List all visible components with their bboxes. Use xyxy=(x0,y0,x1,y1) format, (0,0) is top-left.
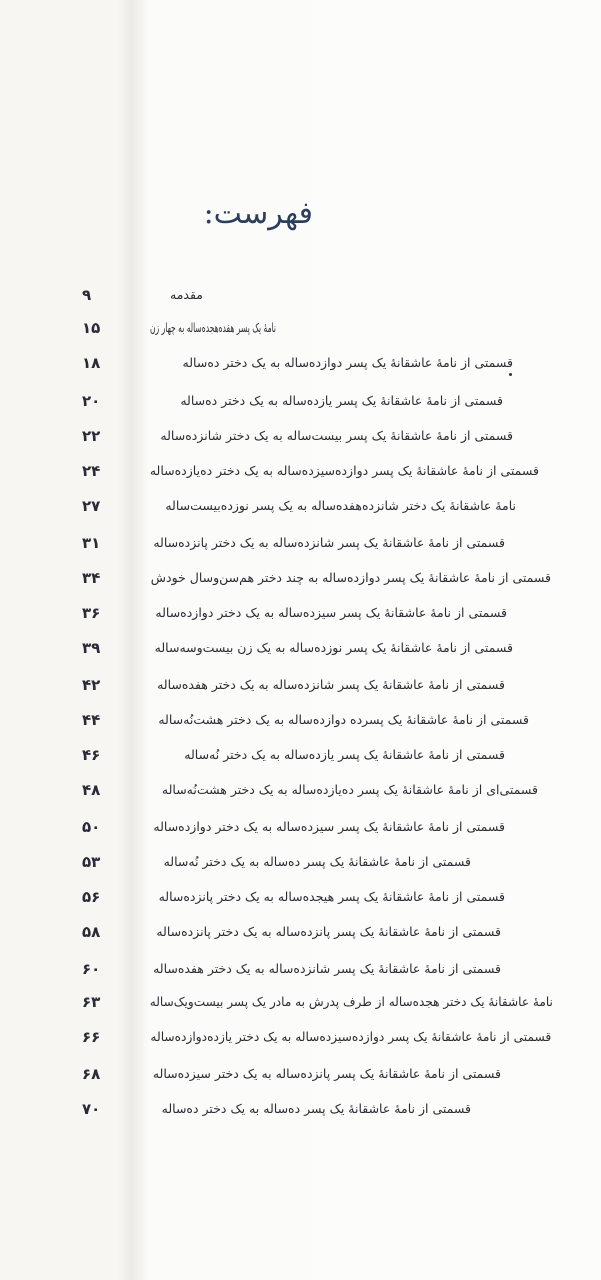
toc-entry-title: نامهٔ عاشقانهٔ یک دختر شانزده‌هفده‌ساله به یک پسر نوزده‌بیست‌ساله xyxy=(165,498,516,513)
toc-entry-page: ۴۶ xyxy=(82,746,101,764)
toc-row xyxy=(0,920,601,944)
toc-entry-title: قسمتی از نامهٔ عاشقانهٔ یک پسر پانزده‌ساله به یک دختر سیزده‌ساله xyxy=(152,1066,501,1081)
toc-row xyxy=(0,566,601,590)
toc-entry-title: نامهٔ عاشقانهٔ یک دختر هجده‌ساله از طرف پدرش به مادر یک پسر بیست‌ویک‌ساله xyxy=(149,994,553,1009)
toc-row xyxy=(0,494,601,518)
toc-row xyxy=(0,424,601,448)
toc-row xyxy=(0,389,601,413)
toc-entry-page: ۲۲ xyxy=(82,427,101,445)
toc-entry-title: قسمتی از نامهٔ عاشقانهٔ یک پسر دوازده‌ساله به یک دختر ده‌ساله xyxy=(182,355,513,370)
toc-entry-page: ۴۸ xyxy=(82,781,101,799)
toc-row xyxy=(0,1025,601,1049)
toc-row xyxy=(0,778,601,802)
toc-entry-title: قسمتی از نامهٔ عاشقانهٔ یک پسر شانزده‌ساله به یک دختر هفده‌ساله xyxy=(153,961,501,976)
toc-entry-title: نامهٔ یک پسر هفده‌هجده‌ساله به چهار زن xyxy=(149,320,276,335)
toc-entry-page: ۶۸ xyxy=(82,1065,101,1083)
toc-row xyxy=(0,316,601,340)
toc-entry-title: مقدمه xyxy=(170,287,203,302)
toc-entry-page: ۵۰ xyxy=(82,818,101,836)
toc-row xyxy=(0,885,601,909)
toc-entry-page: ۶۰ xyxy=(82,960,101,978)
toc-entry-page: ۲۰ xyxy=(82,392,101,410)
toc-entry-title: قسمتی از نامهٔ عاشقانهٔ یک پسر سیزده‌ساله به یک دختر دوازده‌ساله xyxy=(155,605,507,620)
toc-entry-page: ۳۱ xyxy=(82,534,101,552)
ink-speck xyxy=(509,373,512,376)
toc-entry-page: ۴۲ xyxy=(82,676,101,694)
toc-entry-title: قسمتی از نامهٔ عاشقانهٔ یک پسر شانزده‌ساله به یک دختر پانزده‌ساله xyxy=(153,535,505,550)
toc-entry-title: قسمتی از نامهٔ عاشقانهٔ یک پسر دوازده‌ساله به چند دختر هم‌سن‌وسال خودش xyxy=(150,570,551,585)
toc-entry-page: ۳۶ xyxy=(82,604,101,622)
toc-entry-page: ۲۴ xyxy=(82,462,101,480)
toc-entry-title: قسمتی از نامهٔ عاشقانهٔ یک پسر یازده‌ساله به یک دختر ده‌ساله xyxy=(180,393,503,408)
toc-entry-page: ۷۰ xyxy=(82,1100,101,1118)
toc-entry-title: قسمتی از نامهٔ عاشقانهٔ یک پسر ده‌ساله به یک دختر نُه‌ساله xyxy=(163,854,471,869)
toc-entry-page: ۵۸ xyxy=(82,923,101,941)
toc-row xyxy=(0,815,601,839)
toc-entry-title: قسمتی از نامهٔ عاشقانهٔ یک پسر ده‌ساله به یک دختر ده‌ساله xyxy=(161,1101,471,1116)
toc-entry-title: قسمتی از نامهٔ عاشقانهٔ یک پسر دوازده‌سیزده‌ساله به یک دختر یازده‌دوازده‌ساله xyxy=(150,1029,551,1044)
toc-row xyxy=(0,708,601,732)
toc-entry-page: ۶۳ xyxy=(82,993,101,1011)
toc-entry-title: قسمتی‌ای از نامهٔ عاشقانهٔ یک پسر ده‌یازده‌ساله به یک دختر هشت‌نُه‌ساله xyxy=(161,782,538,797)
toc-entry-page: ۴۴ xyxy=(82,711,101,729)
toc-row xyxy=(0,1062,601,1086)
toc-row xyxy=(0,459,601,483)
toc-entry-title: قسمتی از نامهٔ عاشقانهٔ یک پسر یازده‌ساله به یک دختر نُه‌ساله xyxy=(184,747,505,762)
toc-row xyxy=(0,601,601,625)
toc-entry-page: ۵۶ xyxy=(82,888,101,906)
toc-entry-title: قسمتی از نامهٔ عاشقانهٔ یک پسرده دوازده‌ساله به یک دختر هشت‌نُه‌ساله xyxy=(158,712,529,727)
toc-row xyxy=(0,957,601,981)
toc-entry-page: ۶۶ xyxy=(82,1028,101,1046)
toc-entry-page: ۲۷ xyxy=(82,497,101,515)
toc-entry-title: قسمتی از نامهٔ عاشقانهٔ یک پسر شانزده‌ساله به یک دختر هفده‌ساله xyxy=(157,677,505,692)
toc-entry-title: قسمتی از نامهٔ عاشقانهٔ یک پسر بیست‌ساله به یک دختر شانزده‌ساله xyxy=(160,428,513,443)
toc-entry-title: قسمتی از نامهٔ عاشقانهٔ یک پسر پانزده‌ساله به یک دختر پانزده‌ساله xyxy=(156,924,501,939)
toc-row xyxy=(0,850,601,874)
toc-entry-title: قسمتی از نامهٔ عاشقانهٔ یک پسر هیجده‌ساله به یک دختر پانزده‌ساله xyxy=(158,889,505,904)
toc-row xyxy=(0,673,601,697)
toc-entry-page: ۱۵ xyxy=(82,319,101,337)
toc-row xyxy=(0,743,601,767)
toc-entry-title: قسمتی از نامهٔ عاشقانهٔ یک پسر دوازده‌سیزده‌ساله به یک دختر ده‌یازده‌ساله xyxy=(149,463,539,478)
toc-entry-page: ۹ xyxy=(82,286,92,304)
toc-row xyxy=(0,283,601,307)
toc-entry-page: ۳۹ xyxy=(82,639,101,657)
toc-row xyxy=(0,990,601,1014)
toc-entry-title: قسمتی از نامهٔ عاشقانهٔ یک پسر سیزده‌ساله به یک دختر دوازده‌ساله xyxy=(153,819,505,834)
toc-row xyxy=(0,531,601,555)
toc-entry-page: ۱۸ xyxy=(82,354,101,372)
toc-title: فهرست: xyxy=(203,196,313,231)
toc-entry-page: ۳۴ xyxy=(82,569,101,587)
toc-row xyxy=(0,351,601,375)
toc-entry-page: ۵۳ xyxy=(82,853,101,871)
toc-row xyxy=(0,636,601,660)
toc-entry-title: قسمتی از نامهٔ عاشقانهٔ یک پسر نوزده‌ساله به یک زن بیست‌وسه‌ساله xyxy=(154,640,513,655)
toc-row xyxy=(0,1097,601,1121)
